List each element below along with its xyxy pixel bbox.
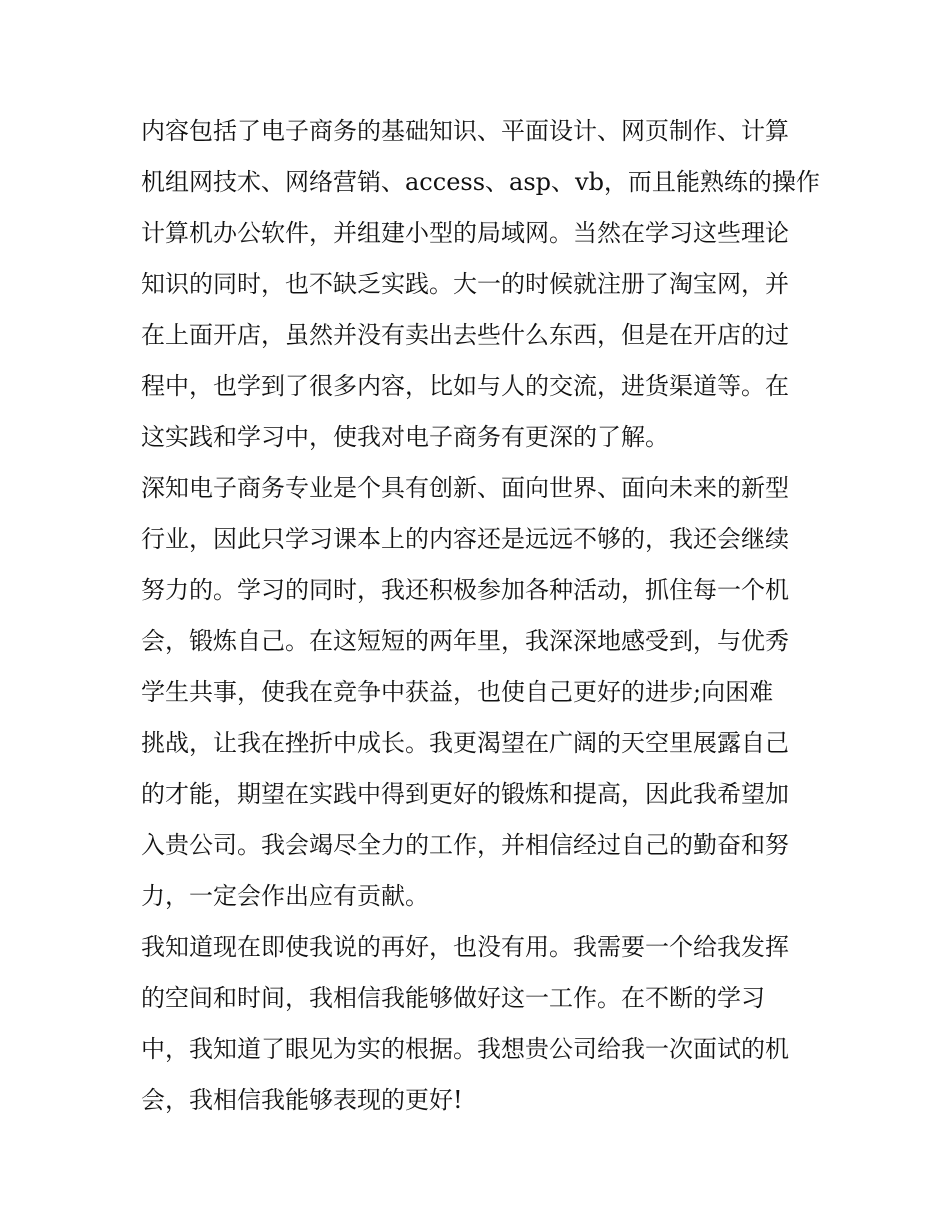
text-line: 的才能，期望在实践中得到更好的锻炼和提高，因此我希望加 (141, 780, 789, 808)
text-line: 在上面开店，虽然并没有卖出去些什么东西，但是在开店的过 (141, 321, 789, 349)
text-line: 力，一定会作出应有贡献。 (141, 882, 429, 910)
text-line: 深知电子商务专业是个具有创新、面向世界、面向未来的新型 (141, 474, 789, 502)
text-line: 我知道现在即使我说的再好，也没有用。我需要一个给我发挥 (141, 933, 789, 961)
paragraph-experience (141, 106, 821, 463)
text-line: 内容包括了电子商务的基础知识、平面设计、网页制作、计算 (141, 117, 789, 145)
text-line: 入贵公司。我会竭尽全力的工作，并相信经过自己的勤奋和努 (141, 831, 789, 859)
text-line: 机组网技术、网络营销、access、asp、vb，而且能熟练的操作 (141, 168, 820, 196)
paragraph-closing (141, 922, 821, 1126)
text-line: 中，我知道了眼见为实的根据。我想贵公司给我一次面试的机 (141, 1035, 789, 1063)
text-line: 计算机办公软件，并组建小型的局域网。当然在学习这些理论 (141, 219, 789, 247)
document-body (141, 106, 821, 1126)
text-line: 程中，也学到了很多内容，比如与人的交流，进货渠道等。在 (141, 372, 789, 400)
text-line: 学生共事，使我在竞争中获益，也使自己更好的进步;向困难 (141, 678, 774, 706)
text-line: 行业，因此只学习课本上的内容还是远远不够的，我还会继续 (141, 525, 789, 553)
text-line: 这实践和学习中，使我对电子商务有更深的了解。 (141, 423, 669, 451)
paragraph-aspiration (141, 463, 821, 922)
text-line: 会，我相信我能够表现的更好! (141, 1086, 463, 1114)
text-line: 知识的同时，也不缺乏实践。大一的时候就注册了淘宝网，并 (141, 270, 789, 298)
text-line: 挑战，让我在挫折中成长。我更渴望在广阔的天空里展露自己 (141, 729, 789, 757)
text-line: 的空间和时间，我相信我能够做好这一工作。在不断的学习 (141, 984, 765, 1012)
text-line: 会，锻炼自己。在这短短的两年里，我深深地感受到，与优秀 (141, 627, 789, 655)
text-line: 努力的。学习的同时，我还积极参加各种活动，抓住每一个机 (141, 576, 789, 604)
